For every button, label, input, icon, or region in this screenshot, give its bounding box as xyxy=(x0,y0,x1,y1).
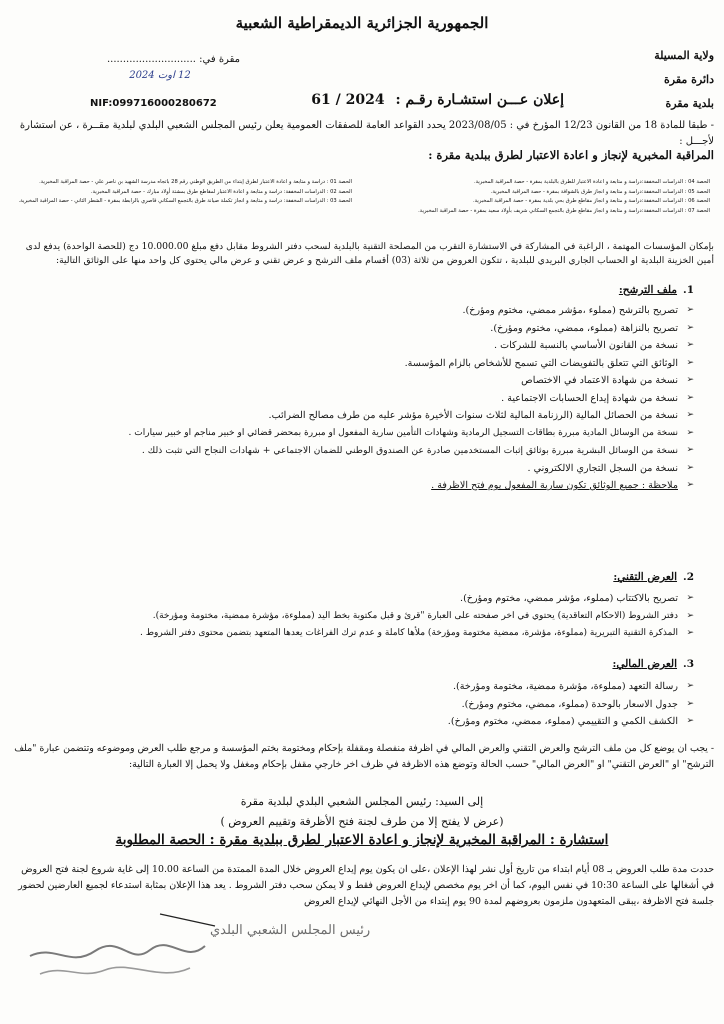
list-item: ➢ دفتر الشروط (الاحكام التعاقدية) يحتوي في اخر صفحته على العبارة "قرئ و قبل مكتوبة بخط اليد (مملوءة، مؤشرة ممضية، مختومة ومؤرخة). xyxy=(34,608,694,626)
consultation-subject: المراقبة المخبرية لإنجاز و اعادة الاعتبار لطرق ببلدية مقرة : xyxy=(428,148,714,162)
arrow-bullet-icon: ➢ xyxy=(686,628,694,638)
arrow-bullet-icon: ➢ xyxy=(686,445,694,455)
signature-stamp xyxy=(10,906,371,992)
list-item: ➢ تصريح بالاكتتاب (مملوء، مؤشر ممضي، مختوم ومؤرخ). xyxy=(34,590,694,608)
handwritten-date: 12 اوت 2024 xyxy=(129,70,191,81)
arrow-bullet-icon: ➢ xyxy=(686,681,694,691)
address-note: (عرض لا يفتح إلا من طرف لجنة فتح الأظرفة وتقييم العروض ) xyxy=(220,815,504,828)
closing-paragraph: حددت مدة طلب العروض بـ 08 أيام ابتداء من تاريخ أول نشر لهذا الإعلان ،على ان يكون يوم إيداع العروض خلال المدة الممتدة من الساعة 10.00 إلى غاية شروع لجنة فتح العروض في أشغالها على الساعة 10:30 في نفس اليوم، كما أن اخر يوم مخصص لإيداع العروض فقط و لا يمكن سحب دفتر الشروط . يعد هذا الإعلان بمثابة استدعاء لجميع العارضين لحضور جلسة فتح الاظرفة ،يبقى المتعهدون ملزمون بعروضهم لمدة 90 يوم إبتداء من الأجل النهائي لإيداع العروض xyxy=(18,864,714,907)
arrow-bullet-icon: ➢ xyxy=(686,593,694,603)
arrow-bullet-icon: ➢ xyxy=(686,480,694,490)
arrow-bullet-icon: ➢ xyxy=(686,610,694,621)
financial-docs-list xyxy=(34,678,694,731)
section-number: 2. xyxy=(683,571,694,583)
address-line: إلى السيد: رئيس المجلس الشعبي البلدي لبلدية مقرة xyxy=(240,795,484,808)
participation-paragraph: بإمكان المؤسسات المهتمة ، الراغبة في المشاركة في الاستشارة التقرب من المصلحة التقنية بالبلدية لسحب دفتر الشروط مقابل دفع مبلغ 10.000.00 دج (للحصة الواحدة) يدفع لدى أمين الخزينة البلدية او الحساب الجاري البريدي للبلدية ، تتكون العروض من ثلاثة (03) أقسام ملف الترشح و عرض تقني و عرض مالي يحتوي كل واحد منها على الوثائق التالية: xyxy=(25,241,714,266)
arrow-bullet-icon: ➢ xyxy=(686,392,694,403)
list-item: ➢ الكشف الكمي و التقييمي (مملوء، ممضي، مختوم ومؤرخ). xyxy=(34,713,694,731)
lots-list xyxy=(14,178,710,216)
list-item: ➢ نسخة من الحصائل المالية (الرزنامة المالية لثلاث سنوات الأخيرة مؤشر عليه من طرف مصالح الضرائب. xyxy=(34,407,694,425)
section-number: 3. xyxy=(683,658,694,670)
section-number: 1. xyxy=(683,284,694,296)
candidature-docs-list xyxy=(34,302,694,495)
list-item: ➢ نسخة من السجل التجاري الالكتروني . xyxy=(34,460,694,478)
place-date: مقرة في: ............................ 12 اوت 2024 xyxy=(80,52,240,84)
signature-scribble xyxy=(30,945,205,957)
republic-title: الجمهورية الجزائرية الديمقراطية الشعبية xyxy=(235,14,489,32)
lot-item: الحصة 05 : الدراسات المخففة:دراسة و متابعة و انجاز طرق بالشوافة بمقرة - حصة المراقبة المخبرية. xyxy=(490,188,710,195)
lot-item: الحصة 06 : الدراسات المخففة:دراسة و متابعة و انجاز مقاطع طرق بحي بلدية بمقرة - حصة المراقبة المخبرية. xyxy=(472,198,710,204)
arrow-bullet-icon: ➢ xyxy=(686,375,694,385)
list-item: ➢ المذكرة التقنية التبريرية (مملوءة، مؤشرة، ممضية مختومة ومؤرخة) ملأها كاملة و عدم ترك الفراغات يعدها المتعهد بتضمن محتوى دفتر الشروط . xyxy=(34,625,694,643)
lot-item: الحصة 01 : دراسة و متابعة و اعادة الاعتبار لطرق إبتداء من الطريق الوطني رقم 28 باتجاه مدرسة الشهيد بن ناصر علي - حصة المراقبة المخبرية. xyxy=(39,179,352,185)
list-item: ➢ الوثائق التي تتعلق بالتفويضات التي تسمح للأشخاص بالزام المؤسسة. xyxy=(34,355,694,373)
list-item: ➢ نسخة من شهادة الاعتماد في الاختصاص xyxy=(34,372,694,390)
arrow-bullet-icon: ➢ xyxy=(686,698,694,709)
issuer-block xyxy=(594,44,714,116)
list-item: ➢ نسخة من شهادة إيداع الحسابات الاجتماعية . xyxy=(34,390,694,408)
envelope-instructions: - يجب ان يوضع كل من ملف الترشح والعرض التقني والعرض المالي في اظرفة منفصلة ومقفلة بإحكام ومختومة بختم المؤسسة و مرجع طلب العرض وموضوعه وتتضمن عبارة "ملف الترشح" او "العرض التقني" او "العرض المالي" حسب الحالة وتوضع هذه الاظرفة في ظرف اخر خارجي مقفل بإحكام ومغفل ولا يحمل إلا العبارة التالية: xyxy=(14,743,714,770)
address-block xyxy=(0,792,724,832)
technical-docs-list xyxy=(34,590,694,643)
list-item: ➢ رسالة التعهد (مملوءة، مؤشرة ممضية، مختومة ومؤرخة). xyxy=(34,678,694,696)
stamp-graphic xyxy=(10,906,371,992)
arrow-bullet-icon: ➢ xyxy=(686,322,694,333)
list-item: ➢ نسخة من الوسائل المادية مبررة بطاقات التسجيل الرمادية وشهادات التأمين سارية المفعول او مبررة بمحضر قضائي او خبير مناجم او خبير سيارات . xyxy=(34,425,694,443)
arrow-bullet-icon: ➢ xyxy=(686,716,694,726)
list-item: ➢ نسخة من القانون الأساسي بالنسبة للشركات . xyxy=(34,337,694,355)
announcement-title xyxy=(311,92,564,108)
lot-item: الحصة 03 : الدراسات المخففة: دراسة و متابعة و انجاز تكملة صيانة طرق بالتجمع السكاني قاصري بالرابطة بمقرة - الشطر الثاني - حصة المراقبة المخبرية. xyxy=(18,198,352,204)
arrow-bullet-icon: ➢ xyxy=(686,340,694,350)
list-item: ➢ تصريح بالنزاهة (مملوء، ممضي، مختوم ومؤرخ). xyxy=(34,320,694,338)
note-item: ➢ ملاحظة : جميع الوثائق تكون سارية المفعول يوم فتح الاظرفة . xyxy=(34,477,694,495)
arrow-bullet-icon: ➢ xyxy=(686,305,694,315)
section-heading-technical xyxy=(613,571,694,583)
lot-item: الحصة 07 : الدراسات المخففة:دراسة و متابعة و انجاز مقاطع طرق بالتجمع السكاني شريف بأولاد سعيد بمقرة - حصة المراقبة المخبرية. xyxy=(418,207,710,214)
signature-stroke xyxy=(160,914,215,926)
lot-item: الحصة 02 : الدراسات المخففة: دراسة و متابعة و اعادة الاعتبار لمقاطع طرق بمشتة أولاد مبارك - حصة المراقبة المخبرية. xyxy=(90,188,352,195)
section-title: العرض التقني: xyxy=(613,571,678,583)
daira-label: دائرة مقرة xyxy=(664,73,714,86)
section-heading-financial xyxy=(612,658,694,670)
arrow-bullet-icon: ➢ xyxy=(686,357,694,368)
section-title: ملف الترشح: xyxy=(618,284,678,296)
list-item: ➢ تصريح بالترشح (مملوء ،مؤشر ممضي، مختوم ومؤرخ). xyxy=(34,302,694,320)
wilaya-label: ولاية المسيلة xyxy=(654,49,714,62)
stamp-text: رئيس المجلس الشعبي البلدي xyxy=(210,923,371,938)
intro-paragraph: - طبقا للمادة 18 من القانون 12/23 المؤرخ في : 2023/08/05 يحدد القواعد العامة للصفقات العمومية يعلن رئيس المجلس الشعبي البلدي لبلدية مقــرة ، عن استشارة لأجـــل : xyxy=(19,120,714,147)
final-consultation-title: استشارة : المراقبة المخبرية لإنجاز و اعادة الاعتبار لطرق ببلدية مقرة : الحصة المطلوبة xyxy=(115,832,609,848)
lots-column-right xyxy=(372,178,710,216)
section-heading-candidature xyxy=(619,284,694,296)
nif-number: NIF:099716000280672 xyxy=(90,98,217,109)
arrow-bullet-icon: ➢ xyxy=(686,410,694,420)
lots-column-left xyxy=(14,178,352,216)
list-item: ➢ جدول الاسعار بالوحدة (مملوء، ممضي، مختوم ومؤرخ). xyxy=(34,696,694,714)
list-item: ➢ نسخة من الوسائل البشرية مبررة بوثائق إثبات المستخدمين صادرة عن الصندوق الوطني للضمان الاجتماعي + شهادات النجاح التي تثبت ذلك . xyxy=(34,442,694,460)
arrow-bullet-icon: ➢ xyxy=(686,462,694,473)
signature-scribble xyxy=(40,967,190,974)
announcement-title-text: إعلان عـــن استشـارة رقـم : xyxy=(395,92,564,108)
commune-label: بلدية مقرة xyxy=(665,97,714,110)
announcement-number: 2024 / 61 xyxy=(311,92,385,108)
arrow-bullet-icon: ➢ xyxy=(686,427,694,438)
section-title: العرض المالي: xyxy=(612,658,678,670)
place-date-label: مقرة في: xyxy=(199,54,240,65)
lot-item: الحصة 04 : الدراسات المخففة:دراسة و متابعة و اعادة الاعتبار للطرق بالبلدية بمقرة - حصة المراقبة المخبرية. xyxy=(473,179,710,185)
